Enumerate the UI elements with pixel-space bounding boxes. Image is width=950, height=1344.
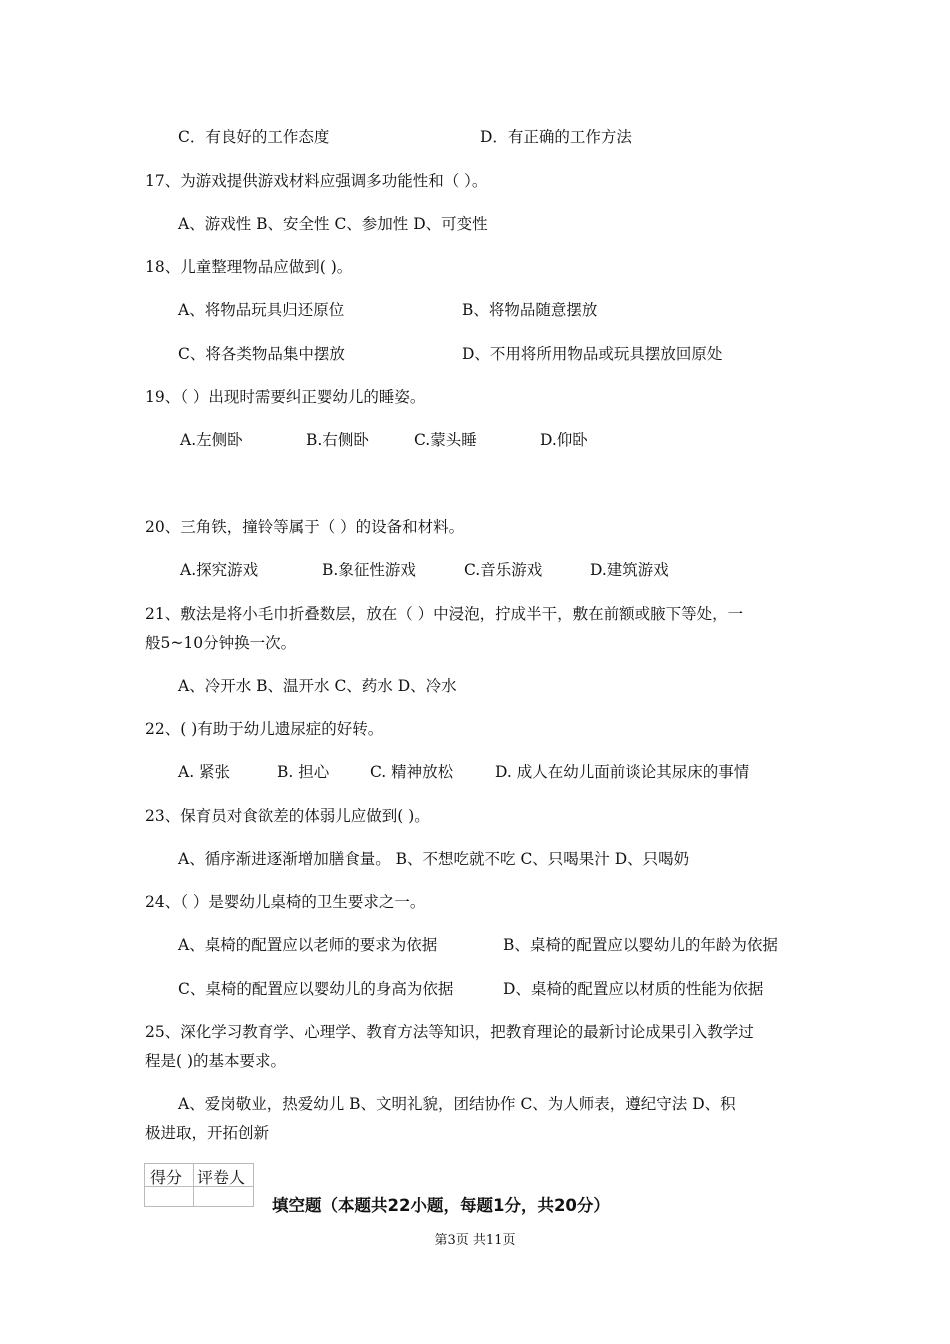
q23-stem: 23、保育员对食欲差的体弱儿应做到( )。 (145, 807, 430, 825)
q19-option-a: A.左侧卧 (180, 431, 243, 449)
q16-option-c: C．有良好的工作态度 (178, 128, 330, 146)
q20-option-d: D.建筑游戏 (590, 561, 669, 579)
q24-option-b: B、桌椅的配置应以婴幼儿的年龄为依据 (503, 936, 778, 954)
q19-option-c: C.蒙头睡 (414, 431, 477, 449)
q24-option-d: D、桌椅的配置应以材质的性能为依据 (503, 980, 764, 998)
q22-option-d: D. 成人在幼儿面前谈论其尿床的事情 (495, 763, 750, 781)
score-table-divider (193, 1164, 194, 1206)
q23-options: A、循序渐进逐渐增加膳食量。 B、不想吃就不吃 C、只喝果汁 D、只喝奶 (178, 850, 690, 868)
q19-stem: 19、（ ）出现时需要纠正婴幼儿的睡姿。 (145, 388, 426, 406)
q22-option-b: B. 担心 (277, 763, 330, 781)
q25-stem-line2: 程是( )的基本要求。 (145, 1052, 287, 1070)
q18-option-a: A、将物品玩具归还原位 (178, 301, 345, 319)
grader-header: 评卷人 (197, 1168, 246, 1187)
q21-stem-line2: 般5~10分钟换一次。 (145, 634, 297, 652)
q18-option-b: B、将物品随意摆放 (462, 301, 598, 319)
q24-option-c: C、桌椅的配置应以婴幼儿的身高为依据 (178, 980, 454, 998)
q25-options-line2: 极进取，开拓创新 (145, 1124, 270, 1142)
q20-option-b: B.象征性游戏 (322, 561, 416, 579)
q20-stem: 20、三角铁，撞铃等属于（ ）的设备和材料。 (145, 518, 465, 536)
q25-stem-line1: 25、深化学习教育学、心理学、教育方法等知识，把教育理论的最新讨论成果引入教学过 (145, 1023, 754, 1041)
page-footer: 第3页 共11页 (434, 1233, 516, 1248)
q17-stem: 17、为游戏提供游戏材料应强调多功能性和（ ）。 (145, 172, 488, 190)
q25-options-line1: A、爱岗敬业，热爱幼儿 B、文明礼貌，团结协作 C、为人师表，遵纪守法 D、积 (178, 1095, 736, 1113)
score-header: 得分 (150, 1168, 183, 1187)
q22-option-a: A. 紧张 (178, 763, 231, 781)
section-title: 填空题（本题共22小题，每题1分，共20分） (272, 1196, 610, 1215)
q17-options: A、游戏性 B、安全性 C、参加性 D、可变性 (178, 215, 488, 233)
q18-stem: 18、儿童整理物品应做到( )。 (145, 258, 353, 276)
score-table (144, 1163, 254, 1207)
q21-options: A、冷开水 B、温开水 C、药水 D、冷水 (178, 677, 457, 695)
q24-option-a: A、桌椅的配置应以老师的要求为依据 (178, 936, 438, 954)
q20-option-a: A.探究游戏 (180, 561, 259, 579)
q19-option-d: D.仰卧 (540, 431, 588, 449)
q24-stem: 24、（ ）是婴幼儿桌椅的卫生要求之一。 (145, 893, 426, 911)
q18-option-d: D、不用将所用物品或玩具摆放回原处 (462, 345, 723, 363)
q16-option-d: D．有正确的工作方法 (480, 128, 632, 146)
q22-option-c: C. 精神放松 (370, 763, 454, 781)
q22-stem: 22、( )有助于幼儿遗尿症的好转。 (145, 720, 384, 738)
q19-option-b: B.右侧卧 (306, 431, 369, 449)
q21-stem-line1: 21、敷法是将小毛巾折叠数层，放在（ ）中浸泡，拧成半干，敷在前额或腋下等处，一 (145, 605, 744, 623)
q20-option-c: C.音乐游戏 (464, 561, 543, 579)
q18-option-c: C、将各类物品集中摆放 (178, 345, 345, 363)
